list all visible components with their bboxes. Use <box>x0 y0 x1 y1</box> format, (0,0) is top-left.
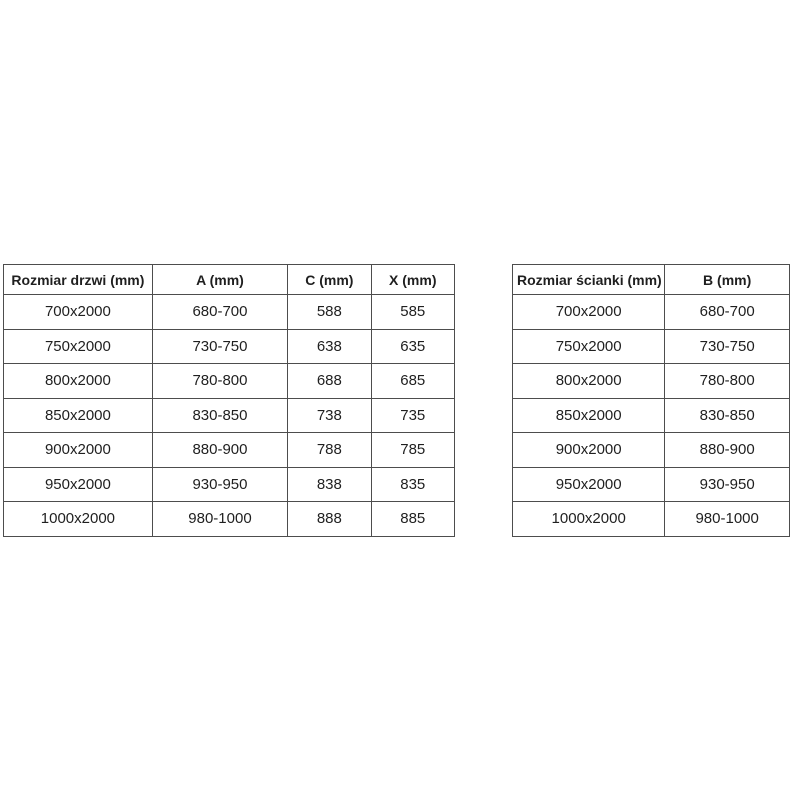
table-row <box>513 467 790 502</box>
door-dimensions-table <box>3 264 455 537</box>
table-cell: 888 <box>288 502 371 537</box>
table-cell: 1000x2000 <box>4 502 153 537</box>
table-cell: 850x2000 <box>4 398 153 433</box>
table-cell: 685 <box>371 364 454 399</box>
table-cell: 738 <box>288 398 371 433</box>
column-header: C (mm) <box>288 265 371 295</box>
table-row <box>513 502 790 537</box>
column-header: A (mm) <box>152 265 287 295</box>
table-cell: 950x2000 <box>513 467 665 502</box>
table-cell: 900x2000 <box>4 433 153 468</box>
table-cell: 750x2000 <box>513 329 665 364</box>
table-cell: 930-950 <box>665 467 790 502</box>
table-row <box>513 329 790 364</box>
table-cell: 980-1000 <box>152 502 287 537</box>
table-row <box>4 467 455 502</box>
table-cell: 838 <box>288 467 371 502</box>
table-cell: 830-850 <box>665 398 790 433</box>
table-cell: 885 <box>371 502 454 537</box>
table-cell: 880-900 <box>152 433 287 468</box>
column-header: Rozmiar drzwi (mm) <box>4 265 153 295</box>
header-row <box>4 265 455 295</box>
table-row <box>513 364 790 399</box>
table-cell: 588 <box>288 295 371 330</box>
table-cell: 880-900 <box>665 433 790 468</box>
table-cell: 785 <box>371 433 454 468</box>
table-cell: 780-800 <box>152 364 287 399</box>
column-header: Rozmiar ścianki (mm) <box>513 265 665 295</box>
table-cell: 730-750 <box>152 329 287 364</box>
table-cell: 900x2000 <box>513 433 665 468</box>
table-cell: 635 <box>371 329 454 364</box>
table-row <box>513 398 790 433</box>
table-cell: 950x2000 <box>4 467 153 502</box>
table-cell: 1000x2000 <box>513 502 665 537</box>
wall-dimensions-table <box>512 264 790 537</box>
table-cell: 735 <box>371 398 454 433</box>
table-cell: 800x2000 <box>513 364 665 399</box>
table-cell: 680-700 <box>665 295 790 330</box>
table-cell: 688 <box>288 364 371 399</box>
table-cell: 680-700 <box>152 295 287 330</box>
header-row <box>513 265 790 295</box>
column-header: X (mm) <box>371 265 454 295</box>
table-cell: 780-800 <box>665 364 790 399</box>
table-row <box>4 329 455 364</box>
table-cell: 585 <box>371 295 454 330</box>
table-cell: 730-750 <box>665 329 790 364</box>
table-row <box>513 433 790 468</box>
table-row <box>4 364 455 399</box>
table-row <box>4 502 455 537</box>
table-row <box>513 295 790 330</box>
table-row <box>4 433 455 468</box>
table-cell: 830-850 <box>152 398 287 433</box>
table-cell: 700x2000 <box>4 295 153 330</box>
table-cell: 638 <box>288 329 371 364</box>
table-row <box>4 398 455 433</box>
table-cell: 980-1000 <box>665 502 790 537</box>
table-cell: 788 <box>288 433 371 468</box>
table-cell: 750x2000 <box>4 329 153 364</box>
table-cell: 800x2000 <box>4 364 153 399</box>
table-cell: 850x2000 <box>513 398 665 433</box>
table-row <box>4 295 455 330</box>
column-header: B (mm) <box>665 265 790 295</box>
table-cell: 835 <box>371 467 454 502</box>
table-cell: 930-950 <box>152 467 287 502</box>
table-cell: 700x2000 <box>513 295 665 330</box>
